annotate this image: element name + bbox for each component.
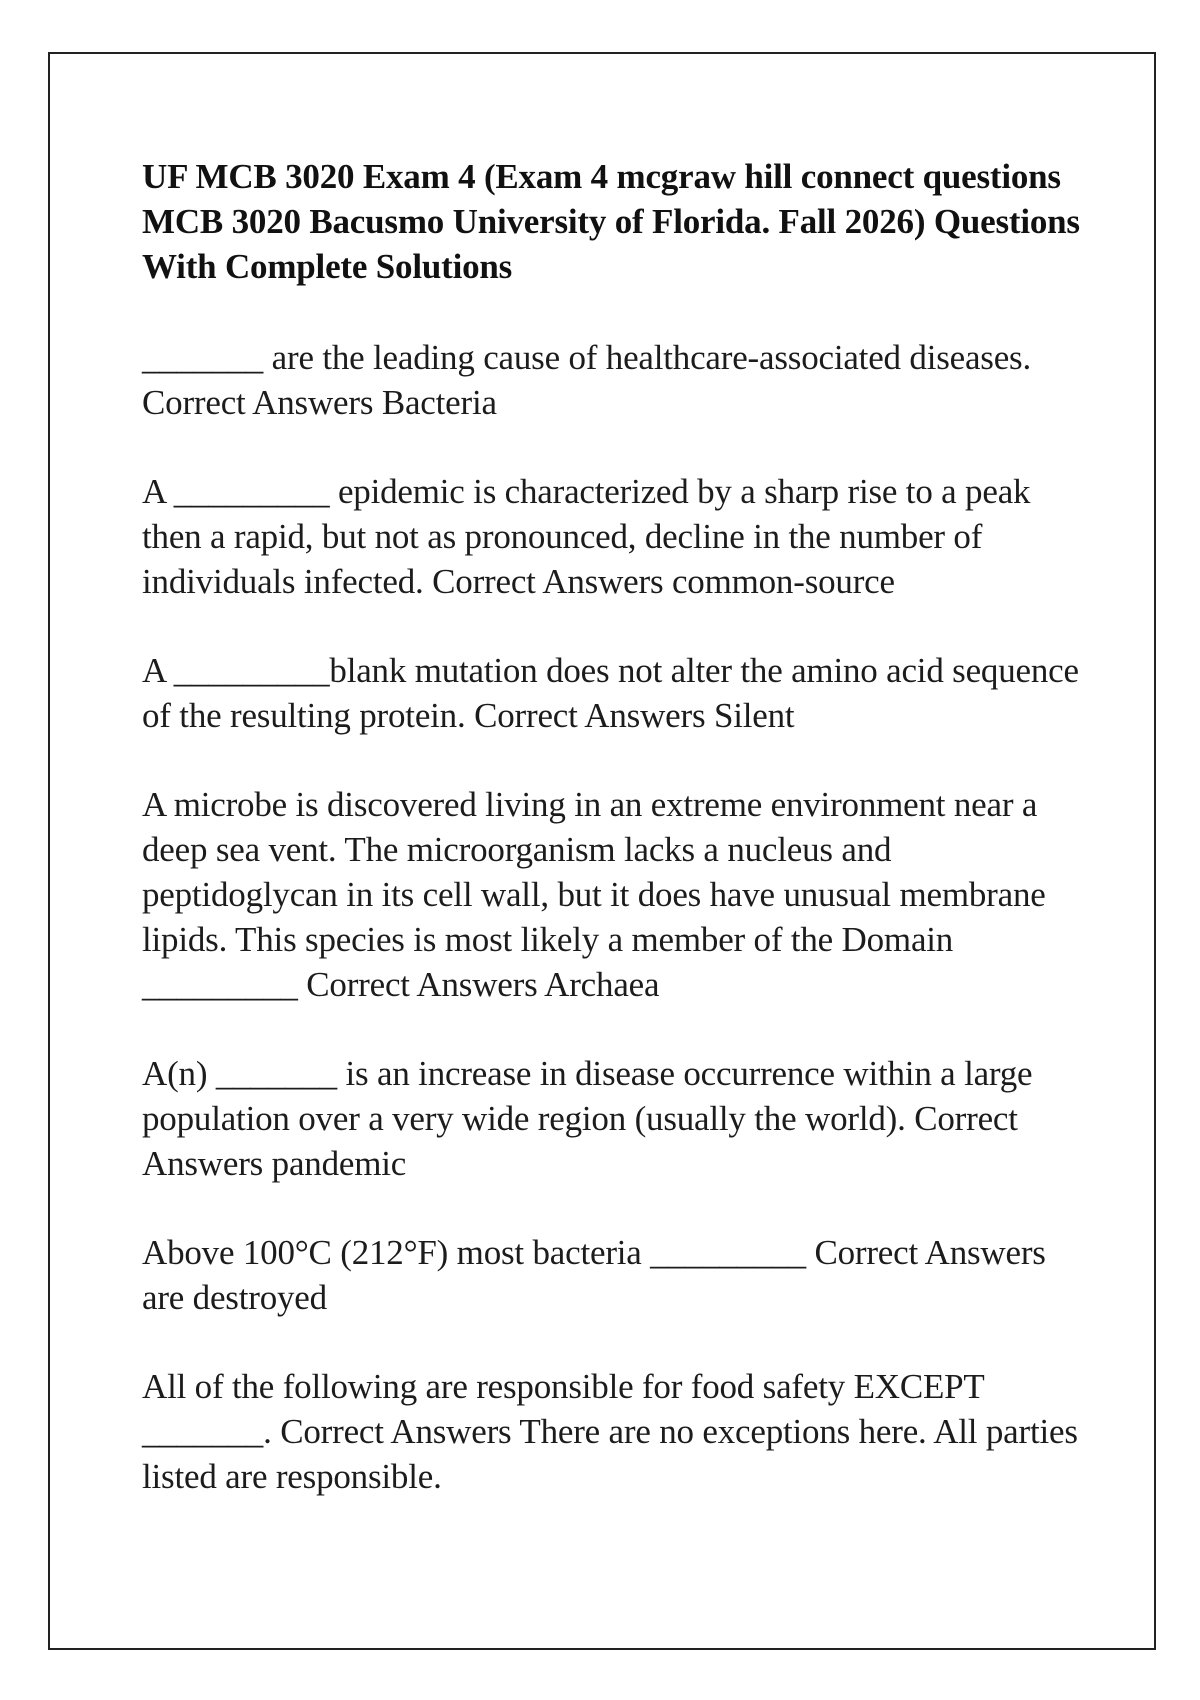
question-text: _______ are the leading cause of healthcare-associated diseases. xyxy=(142,338,1032,377)
answer-text: Archaea xyxy=(544,965,660,1004)
question-text: A _________blank mutation does not alter the amino acid sequence of the resulting protein. xyxy=(142,651,1079,735)
question-text: A microbe is discovered living in an extreme environment near a deep sea vent. The microorganism lacks a nucleus and peptidoglycan in its cell wall, but it does have unusual membrane lipids. This species is most likely a member of the Domain _________ xyxy=(142,785,1046,1004)
answer-text: Silent xyxy=(713,696,795,735)
answer-label: Correct Answers xyxy=(306,965,538,1004)
qa-item xyxy=(142,469,1082,604)
qa-item xyxy=(142,1051,1082,1186)
question-text: All of the following are responsible for food safety EXCEPT _______. xyxy=(142,1367,984,1451)
question-text: A(n) _______ is an increase in disease occurrence within a large population over a very wide region (usually the world). xyxy=(142,1054,1033,1138)
document-title: UF MCB 3020 Exam 4 (Exam 4 mcgraw hill connect questions MCB 3020 Bacusmo University of Florida. Fall 2026) Questions With Complete Solutions xyxy=(142,157,1080,286)
qa-item xyxy=(142,648,1082,738)
answer-text: are destroyed xyxy=(142,1278,327,1317)
answer-label: Correct Answers xyxy=(814,1233,1046,1272)
question-text: A _________ epidemic is characterized by a sharp rise to a peak then a rapid, but not as pronounced, decline in the number of individuals infected. xyxy=(142,472,1031,601)
answer-label: Correct Answers xyxy=(474,696,706,735)
answer-text: pandemic xyxy=(271,1144,407,1183)
answer-label: Correct Answers xyxy=(280,1412,512,1451)
answer-label: Correct Answers xyxy=(142,383,374,422)
answer-label: Correct Answers xyxy=(432,562,664,601)
answer-label: Correct Answers xyxy=(142,1099,1025,1183)
qa-item xyxy=(142,335,1082,425)
answer-text: common-source xyxy=(671,562,895,601)
answer-text: There are no exceptions here. All parties listed are responsible. xyxy=(142,1412,1087,1496)
answer-text: Bacteria xyxy=(381,383,497,422)
question-text: Above 100°C (212°F) most bacteria _________ xyxy=(142,1233,806,1272)
qa-item xyxy=(142,1364,1087,1499)
qa-item xyxy=(142,1230,1082,1320)
qa-item xyxy=(142,782,1082,1007)
document-content xyxy=(142,154,1087,1543)
